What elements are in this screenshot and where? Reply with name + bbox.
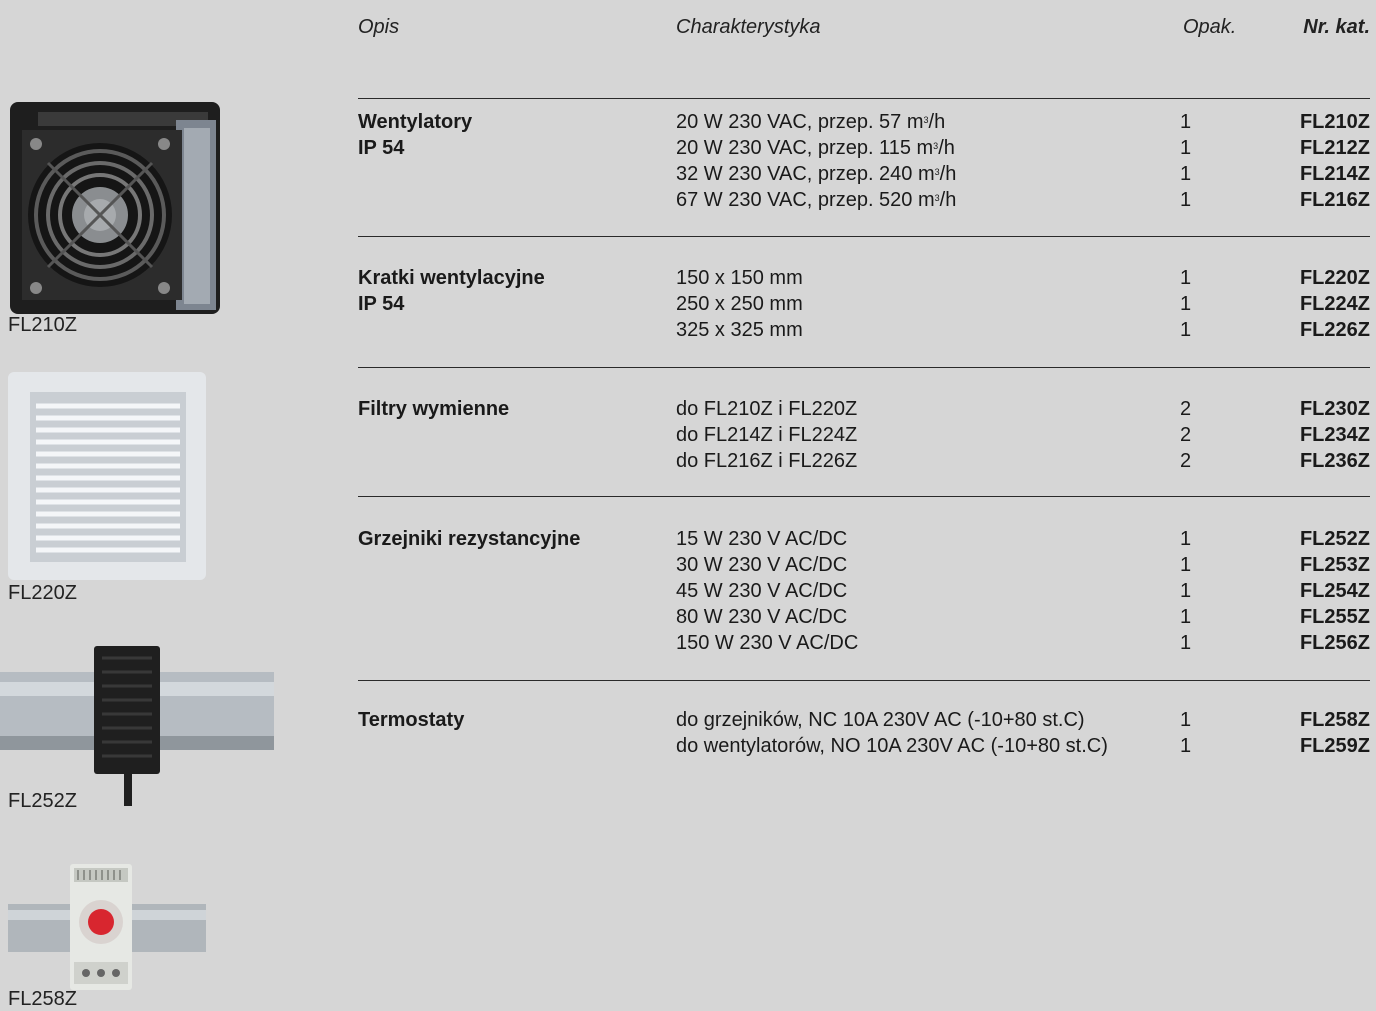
qty-cell: 1 [1180,632,1192,654]
qty-cell: 1 [1180,293,1192,315]
heater-image [0,644,274,806]
spec-cell: 20 W 230 VAC, przep. 57 $m^3/h$ [676,111,946,133]
spec-cell: 80 W 230 V AC/DC [676,606,848,628]
group-name: IP 54 [358,137,405,159]
spec-cell: 150 W 230 V AC/DC [676,632,859,654]
fan-image [8,100,222,316]
catalog-number: FL234Z [1299,424,1370,446]
spec-cell: 67 W 230 VAC, przep. 520 $m^3/h$ [676,189,957,211]
catalog-number: FL259Z [1299,735,1370,757]
qty-cell: 1 [1180,735,1192,757]
qty-cell: 1 [1180,528,1192,550]
spec-cell: 30 W 230 V AC/DC [676,554,848,576]
catalog-number: FL255Z [1299,606,1370,628]
image-caption: FL210Z [8,314,77,336]
catalog-number: FL256Z [1299,632,1370,654]
catalog-number: FL230Z [1299,398,1370,420]
qty-cell: 1 [1180,137,1192,159]
qty-cell: 1 [1180,189,1192,211]
catalog-number: FL216Z [1299,189,1370,211]
catalog-number: FL258Z [1299,709,1370,731]
qty-cell: 2 [1180,424,1192,446]
header-opis: Opis [358,16,400,38]
header-nr-kat: Nr. kat. [1303,16,1370,38]
spec-cell: do wentylatorów, NO 10A 230V AC (-10+80 st.C) [676,735,1108,757]
qty-cell: 1 [1180,319,1192,341]
thermostat-image [8,864,206,990]
header-opak: Opak. [1183,16,1237,38]
catalog-number: FL236Z [1299,450,1370,472]
qty-cell: 1 [1180,580,1192,602]
image-caption: FL252Z [8,790,77,812]
spec-cell: do FL214Z i FL224Z [676,424,858,446]
qty-cell: 2 [1180,450,1192,472]
spec-cell: 32 W 230 VAC, przep. 240 $m^3/h$ [676,163,957,185]
catalog-number: FL212Z [1299,137,1370,159]
catalog-number: FL253Z [1299,554,1370,576]
spec-cell: do FL216Z i FL226Z [676,450,858,472]
group-name: Termostaty [358,709,465,731]
spec-cell: do grzejników, NC 10A 230V AC (-10+80 st.C) [676,709,1085,731]
grille-image [8,372,206,580]
spec-cell: 250 x 250 mm [676,293,803,315]
divider [358,98,1370,99]
catalog-number: FL252Z [1299,528,1370,550]
group-name: IP 54 [358,293,405,315]
spec-cell: 15 W 230 V AC/DC [676,528,848,550]
spec-cell: 325 x 325 mm [676,319,803,341]
catalog-number: FL214Z [1299,163,1370,185]
spec-cell: 150 x 150 mm [676,267,803,289]
divider [358,680,1370,681]
image-caption: FL258Z [8,988,77,1010]
catalog-number: FL210Z [1299,111,1370,133]
group-name: Filtry wymienne [358,398,510,420]
qty-cell: 1 [1180,709,1192,731]
group-name: Grzejniki rezystancyjne [358,528,581,550]
header-charakterystyka: Charakterystyka [676,16,821,38]
qty-cell: 1 [1180,111,1192,133]
qty-cell: 1 [1180,554,1192,576]
catalog-number: FL220Z [1299,267,1370,289]
spec-cell: 20 W 230 VAC, przep. 115 $m^3/h$ [676,137,955,159]
divider [358,367,1370,368]
spec-cell: 45 W 230 V AC/DC [676,580,848,602]
catalog-number: FL254Z [1299,580,1370,602]
qty-cell: 1 [1180,606,1192,628]
divider [358,236,1370,237]
catalog-number: FL224Z [1299,293,1370,315]
qty-cell: 1 [1180,267,1192,289]
catalog-number: FL226Z [1299,319,1370,341]
divider [358,496,1370,497]
qty-cell: 1 [1180,163,1192,185]
image-caption: FL220Z [8,582,77,604]
spec-cell: do FL210Z i FL220Z [676,398,858,420]
group-name: Kratki wentylacyjne [358,267,545,289]
group-name: Wentylatory [358,111,473,133]
qty-cell: 2 [1180,398,1192,420]
